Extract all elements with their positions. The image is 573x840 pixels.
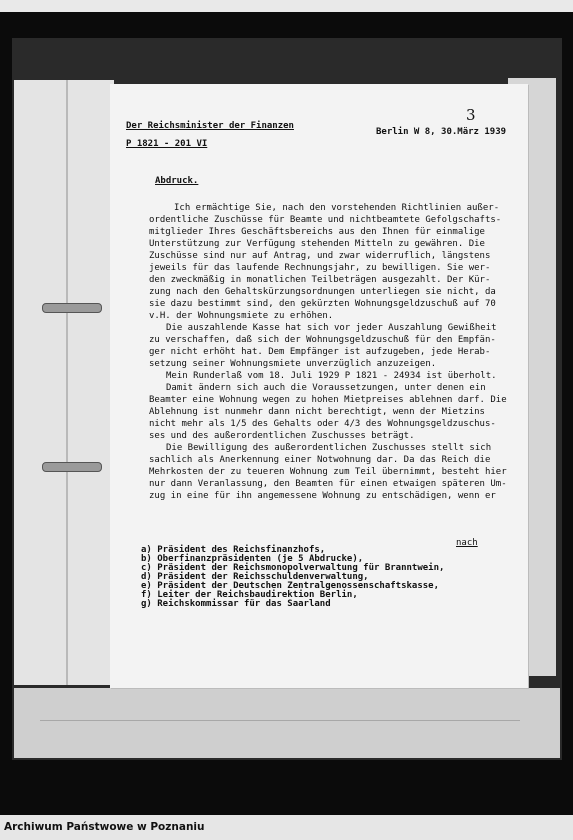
place-date: Berlin W 8, 30.März 1939 — [376, 127, 507, 137]
recipient-item: b) Oberfinanzpräsidenten (je 5 Abdrucke), — [141, 554, 364, 564]
page-number: 3 — [466, 106, 476, 124]
body-line: v.H. der Wohnungsmiete zu erhöhen. — [149, 311, 334, 321]
top-border — [0, 0, 573, 12]
body-line: Mehrkosten der zu teueren Wohnung zum Teil übernimmt, besteht hier — [149, 467, 507, 477]
body-line: ses und des außerordentlichen Zuschusses beträgt. — [149, 431, 415, 441]
body-line: nicht mehr als 1/5 des Gehalts oder 4/3 des Wohnungsgeldzuschus- — [149, 419, 496, 429]
body-line: Damit ändern sich auch die Voraussetzungen, unter denen ein — [166, 383, 486, 393]
body-line: zug in eine für ihn angemessene Wohnung zu entschädigen, wenn er — [149, 491, 496, 501]
recipient-item: d) Präsident der Reichsschuldenverwaltung, — [141, 572, 369, 582]
body-line: Mein Runderlaß vom 18. Juli 1929 P 1821 - 24934 ist überholt. — [166, 371, 497, 381]
body-line: sachlich als Anerkennung einer Notwohnung dar. Da das Reich die — [149, 455, 491, 465]
body-line: sie dazu bestimmt sind, den gekürzten Wohnungsgeldzuschuß auf 70 — [149, 299, 496, 309]
body-line: Die Bewilligung des außerordentlichen Zuschusses stellt sich — [166, 443, 492, 453]
recipient-item: f) Leiter der Reichsbaudirektion Berlin, — [141, 590, 358, 600]
reference-number: P 1821 - 201 VI — [126, 139, 208, 149]
body-line: den zweckmäßig in monatlichen Teilbeträgen ausgezahlt. Der Kür- — [149, 275, 491, 285]
body-line: Ablehnung ist nunmehr dann nicht berechtigt, wenn der Mietzins — [149, 407, 485, 417]
recipient-item: a) Präsident des Reichsfinanzhofs, — [141, 545, 326, 555]
recipient-item: g) Reichskommissar für das Saarland — [141, 599, 331, 609]
body-line: Beamter eine Wohnung wegen zu hohen Mietpreises ablehnen darf. Die — [149, 395, 507, 405]
binder-clip-icon — [42, 462, 102, 472]
recipient-item: c) Präsident der Reichsmonopolverwaltung für Branntwein, — [141, 563, 445, 573]
body-line: Die auszahlende Kasse hat sich vor jeder Auszahlung Gewißheit — [166, 323, 497, 333]
body-line: zu verschaffen, daß sich der Wohnungsgeldzuschuß für den Empfän- — [149, 335, 496, 345]
body-line: Ich ermächtige Sie, nach den vorstehenden Richtlinien außer- — [174, 203, 500, 213]
binder-clip-icon — [42, 303, 102, 313]
body-line: ger nicht erhöht hat. Dem Empfänger ist aufzugeben, jede Herab- — [149, 347, 491, 357]
recipient-item: e) Präsident der Deutschen Zentralgenossenschaftskasse, — [141, 581, 440, 591]
archive-name: Archiwum Państwowe w Poznaniu — [4, 821, 205, 833]
binder-edge — [66, 80, 68, 685]
body-line: Unterstützung zur Verfügung stehenden Mitteln zu gewähren. Die — [149, 239, 485, 249]
copy-label: Abdruck. — [155, 176, 199, 186]
archive-footer — [0, 815, 573, 840]
continuation-word: nach — [456, 538, 478, 548]
body-line: jeweils für das laufende Rechnungsjahr, zu bewilligen. Sie wer- — [149, 263, 491, 273]
folder-board — [14, 688, 560, 758]
body-line: Zuschüsse sind nur auf Antrag, und zwar widerruflich, längstens — [149, 251, 491, 261]
body-line: zung nach den Gehaltskürzungsordnungen unterliegen sie nicht, da — [149, 287, 496, 297]
folder-binder — [14, 80, 114, 685]
letterhead-authority: Der Reichsminister der Finanzen — [126, 121, 294, 131]
body-line: setzung seiner Wohnungsmiete unverzüglich anzuzeigen. — [149, 359, 437, 369]
body-line: ordentliche Zuschüsse für Beamte und nichtbeamtete Gefolgschafts- — [149, 215, 502, 225]
board-crack — [40, 720, 520, 721]
body-line: nur dann Veranlassung, den Beamten für einen etwaigen späteren Um- — [149, 479, 507, 489]
body-line: mitglieder Ihres Geschäftsbereichs aus den Ihnen für einmalige — [149, 227, 485, 237]
